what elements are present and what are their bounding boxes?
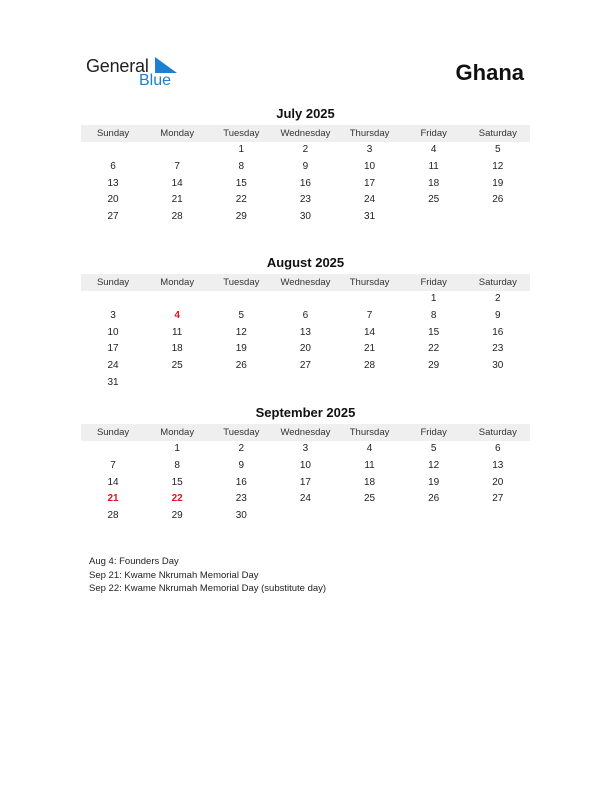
day-cell	[273, 508, 337, 525]
country-title: Ghana	[455, 60, 524, 85]
day-cell	[145, 291, 209, 308]
day-cell: 3	[302, 443, 309, 454]
day-cell: 22	[428, 343, 440, 355]
day-cell: 23	[299, 194, 311, 206]
day-cell: 8	[238, 160, 245, 172]
day-cell: 14	[107, 476, 119, 488]
day-cell: 7	[110, 459, 116, 471]
holiday-note: Sep 22: Kwame Nkrumah Memorial Day (substitute day)	[89, 583, 327, 595]
week-row	[81, 159, 530, 176]
day-cell: 6	[110, 160, 116, 172]
week-row	[81, 142, 530, 159]
day-cell	[273, 291, 337, 308]
week-row	[81, 341, 530, 358]
weekday-label: Wednesday	[280, 277, 331, 288]
day-cell: 3	[110, 309, 116, 321]
holiday-day-cell: 4	[174, 309, 180, 321]
day-cell	[81, 291, 145, 308]
week-row	[81, 375, 530, 392]
day-cell: 1	[430, 293, 437, 304]
day-cell	[338, 375, 402, 392]
day-cell: 24	[364, 194, 376, 206]
day-cell: 25	[364, 493, 376, 505]
day-cell: 10	[107, 326, 119, 338]
month-title: August 2025	[266, 255, 345, 270]
day-cell: 20	[492, 476, 504, 488]
holiday-note: Sep 21: Kwame Nkrumah Memorial Day	[89, 569, 259, 581]
day-cell: 5	[430, 443, 437, 454]
day-cell	[81, 441, 145, 458]
day-cell: 11	[171, 326, 183, 338]
day-cell: 8	[430, 309, 437, 321]
day-cell: 16	[492, 326, 504, 338]
day-cell: 18	[171, 343, 183, 355]
day-cell: 4	[366, 443, 373, 454]
day-cell: 5	[495, 144, 501, 155]
day-cell: 31	[364, 211, 376, 223]
weekday-label: Thursday	[349, 128, 390, 139]
weekday-label: Sunday	[96, 277, 130, 288]
day-cell: 9	[238, 459, 245, 471]
day-cell: 6	[302, 309, 309, 321]
month-title: September 2025	[255, 405, 356, 420]
day-cell: 29	[428, 360, 440, 372]
day-cell: 16	[235, 476, 247, 488]
day-cell	[273, 375, 337, 392]
day-cell: 16	[299, 177, 311, 189]
day-cell: 2	[495, 293, 501, 304]
day-cell: 15	[428, 326, 440, 338]
week-row	[81, 176, 530, 193]
day-cell: 25	[428, 194, 440, 206]
day-cell: 29	[235, 211, 247, 223]
day-cell: 26	[428, 493, 440, 505]
day-cell: 8	[174, 459, 180, 471]
weekday-label: Wednesday	[280, 128, 331, 139]
day-cell: 18	[364, 476, 376, 488]
weekday-label: Tuesday	[223, 427, 260, 438]
brand-logo	[86, 56, 186, 92]
day-cell: 14	[364, 326, 376, 338]
holiday-notes	[89, 555, 339, 596]
day-cell: 4	[430, 144, 437, 155]
week-row	[81, 491, 530, 508]
day-cell: 15	[235, 177, 247, 189]
week-row	[81, 441, 530, 458]
day-cell: 19	[235, 343, 247, 355]
day-cell: 31	[107, 376, 119, 388]
day-cell: 1	[238, 144, 245, 155]
day-cell: 20	[299, 343, 311, 355]
day-cell: 12	[235, 326, 247, 338]
day-cell: 19	[428, 476, 440, 488]
holiday-note: Aug 4: Founders Day	[89, 556, 179, 567]
day-cell: 2	[302, 144, 309, 155]
weekday-label: Thursday	[349, 427, 390, 438]
logo-text-blue: Blue	[139, 72, 172, 89]
logo-triangle-icon	[155, 57, 177, 73]
day-cell: 3	[366, 144, 373, 155]
day-cell: 27	[299, 360, 311, 372]
day-cell: 18	[428, 177, 440, 189]
day-cell: 25	[171, 360, 183, 372]
weekday-label: Monday	[160, 128, 195, 139]
day-cell: 22	[235, 194, 247, 206]
day-cell: 15	[171, 476, 183, 488]
day-cell: 30	[299, 211, 311, 223]
weekday-label: Saturday	[478, 128, 517, 139]
day-cell: 11	[364, 459, 375, 471]
weekday-label: Tuesday	[223, 277, 260, 288]
day-cell: 20	[107, 194, 119, 206]
week-row	[81, 508, 530, 525]
week-row	[81, 209, 530, 226]
day-cell: 26	[235, 360, 247, 372]
day-cell: 10	[299, 459, 311, 471]
logo-text-general: General	[86, 56, 149, 76]
day-cell: 5	[238, 309, 245, 321]
day-cell	[402, 209, 466, 226]
day-cell: 21	[364, 343, 376, 355]
day-cell	[81, 142, 145, 159]
week-row	[81, 458, 530, 475]
day-cell	[466, 209, 530, 226]
week-row	[81, 291, 530, 308]
day-cell: 2	[238, 443, 245, 454]
day-cell: 1	[174, 443, 180, 454]
weekday-header	[81, 125, 530, 142]
day-cell: 21	[171, 194, 183, 206]
day-cell: 23	[235, 493, 247, 505]
day-cell: 24	[107, 360, 119, 372]
day-cell: 29	[171, 510, 183, 522]
day-cell: 24	[299, 493, 311, 505]
day-cell: 11	[428, 160, 439, 172]
day-cell: 12	[428, 459, 440, 471]
day-cell: 6	[495, 443, 501, 454]
holiday-day-cell: 21	[107, 493, 119, 505]
month-title: July 2025	[276, 106, 335, 121]
day-cell: 13	[492, 459, 504, 471]
day-cell: 28	[364, 360, 376, 372]
weekday-label: Saturday	[478, 277, 517, 288]
weekday-label: Friday	[420, 427, 447, 438]
week-row	[81, 475, 530, 492]
day-cell: 30	[492, 360, 504, 372]
day-cell: 19	[492, 177, 504, 189]
day-cell: 9	[495, 309, 501, 321]
holiday-day-cell: 22	[171, 493, 183, 505]
weekday-label: Friday	[420, 128, 447, 139]
day-cell: 26	[492, 194, 504, 206]
weekday-label: Thursday	[349, 277, 390, 288]
day-cell	[338, 291, 402, 308]
weekday-label: Sunday	[96, 427, 130, 438]
day-cell	[402, 508, 466, 525]
day-cell: 7	[366, 309, 373, 321]
day-cell	[209, 375, 273, 392]
day-cell: 30	[235, 510, 247, 522]
day-cell	[402, 375, 466, 392]
day-cell	[209, 291, 273, 308]
weekday-header	[81, 274, 530, 291]
day-cell	[145, 142, 209, 159]
day-cell	[466, 375, 530, 392]
week-row	[81, 192, 530, 209]
week-row	[81, 358, 530, 375]
weekday-label: Tuesday	[223, 128, 260, 139]
week-row	[81, 308, 530, 325]
weekday-label: Monday	[160, 427, 195, 438]
day-cell: 10	[364, 160, 376, 172]
day-cell: 27	[492, 493, 504, 505]
weekday-label: Monday	[160, 277, 195, 288]
day-cell: 27	[107, 211, 119, 223]
day-cell: 9	[302, 160, 309, 172]
day-cell: 13	[107, 177, 119, 189]
day-cell: 28	[107, 510, 119, 522]
day-cell: 17	[299, 476, 311, 488]
month-calendar-september	[81, 404, 530, 525]
day-cell: 14	[171, 177, 183, 189]
weekday-label: Wednesday	[280, 427, 331, 438]
day-cell: 17	[364, 177, 376, 189]
day-cell	[338, 508, 402, 525]
month-calendar-august	[81, 254, 530, 392]
weekday-header	[81, 424, 530, 441]
day-cell: 7	[174, 160, 180, 172]
day-cell: 28	[171, 211, 183, 223]
weekday-label: Saturday	[478, 427, 517, 438]
day-cell	[145, 375, 209, 392]
day-cell: 12	[492, 160, 504, 172]
day-cell	[466, 508, 530, 525]
weekday-label: Sunday	[96, 128, 130, 139]
day-cell: 13	[299, 326, 311, 338]
weekday-label: Friday	[420, 277, 447, 288]
month-calendar-july	[81, 105, 530, 226]
day-cell: 17	[107, 343, 119, 355]
day-cell: 23	[492, 343, 504, 355]
week-row	[81, 325, 530, 342]
